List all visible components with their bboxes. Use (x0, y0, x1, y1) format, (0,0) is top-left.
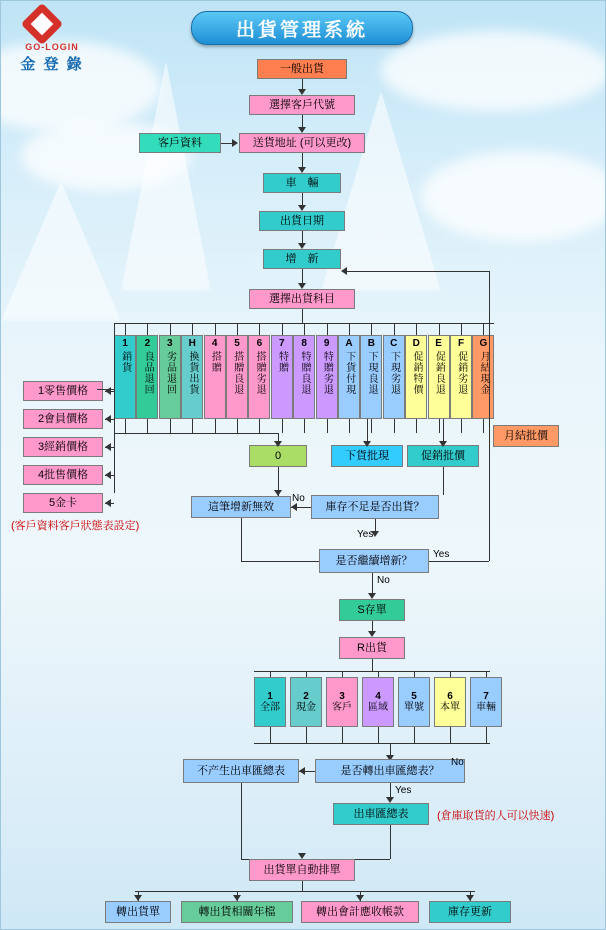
brand-line1: GO-LOGIN (25, 42, 79, 52)
report-number: 3 (339, 690, 345, 702)
price-node-2[interactable]: 2會員價格 (23, 409, 103, 429)
node-start[interactable]: 一般出貨 (257, 59, 347, 79)
output-node-1[interactable]: 轉出貨相關年檔 (181, 901, 293, 923)
subject-node-6[interactable] (248, 335, 270, 419)
subject-node-B[interactable] (360, 335, 382, 419)
node-customer-data[interactable]: 客戶資料 (139, 133, 221, 153)
report-label: 現金 (296, 702, 316, 713)
subject-node-F[interactable] (450, 335, 472, 419)
price-node-5[interactable]: 5金卡 (23, 493, 103, 513)
subject-number: 9 (323, 338, 330, 349)
node-save-order[interactable]: S存單 (339, 599, 405, 621)
subject-label: 劣品退回 (164, 350, 176, 395)
node-select-subject[interactable]: 選擇出貨科目 (249, 289, 355, 309)
report-label: 本單 (440, 702, 460, 713)
report-number: 6 (447, 690, 453, 702)
subject-label: 銷貨 (119, 350, 131, 373)
node-stock-check[interactable]: 庫存不足是否出貨？ (311, 495, 439, 519)
label-no-1: No (292, 493, 305, 504)
report-label: 區域 (368, 702, 388, 713)
subject-label: 促銷良退 (433, 350, 445, 395)
subject-number: H (188, 338, 196, 349)
node-vehicle-report[interactable]: 出車匯總表 (333, 803, 429, 825)
price-node-1[interactable]: 1零售價格 (23, 381, 103, 401)
subject-label: 下現劣退 (388, 350, 400, 395)
subject-number: D (412, 338, 420, 349)
subject-number: 6 (256, 338, 263, 349)
subject-node-E[interactable] (428, 335, 450, 419)
price-note: (客戶資料客戶狀態表設定) (11, 520, 140, 532)
subject-number: 5 (234, 338, 240, 349)
label-yes-2: Yes (433, 549, 450, 560)
node-vehicle[interactable]: 車 輛 (263, 173, 341, 193)
subject-label: 促銷特價 (410, 350, 422, 395)
cloud-decoration (381, 31, 606, 111)
report-node-4[interactable] (362, 677, 394, 727)
subject-number: C (390, 338, 398, 349)
mountain-decoration (1, 181, 121, 321)
subject-number: E (435, 338, 442, 349)
report-node-2[interactable] (290, 677, 322, 727)
node-customer-code[interactable]: 選擇客戶代號 (249, 95, 355, 115)
subject-node-8[interactable] (293, 335, 315, 419)
output-node-2[interactable]: 轉出會計應收帳款 (301, 901, 419, 923)
subject-label: 搭贈 (209, 350, 221, 373)
subject-label: 特贈 (276, 350, 288, 373)
report-label: 全部 (260, 702, 280, 713)
report-number: 1 (267, 690, 273, 702)
node-ship-date[interactable]: 出貨日期 (259, 211, 345, 231)
subject-node-A[interactable] (338, 335, 360, 419)
label-yes-1: Yes (357, 529, 374, 540)
subject-number: 7 (279, 338, 285, 349)
subject-node-H[interactable] (181, 335, 203, 419)
subject-label: 下貨付現 (343, 350, 355, 395)
report-number: 2 (303, 690, 309, 702)
report-label: 單號 (404, 702, 424, 713)
subject-number: 3 (167, 338, 173, 349)
report-node-1[interactable] (254, 677, 286, 727)
subject-node-3[interactable] (159, 335, 181, 419)
brand-line2: 金 登 錄 (20, 56, 84, 73)
subject-number: G (479, 338, 488, 349)
subject-node-C[interactable] (383, 335, 405, 419)
subject-label: 下現良退 (366, 350, 378, 395)
subject-node-1[interactable] (114, 335, 136, 419)
node-ship-address[interactable]: 送貨地址 (可以更改) (239, 133, 365, 153)
report-node-5[interactable] (398, 677, 430, 727)
subject-number: F (457, 338, 465, 349)
node-add-new[interactable]: 增 新 (263, 249, 341, 269)
report-node-7[interactable] (470, 677, 502, 727)
subject-node-5[interactable] (226, 335, 248, 419)
node-continue-add[interactable]: 是否繼續增新？ (319, 549, 429, 573)
page-title: 出貨管理系統 (191, 11, 413, 45)
warehouse-note: (倉庫取貨的人可以快速) (437, 810, 555, 822)
subject-number: B (367, 338, 375, 349)
subject-label: 特贈劣退 (321, 350, 333, 395)
report-node-6[interactable] (434, 677, 466, 727)
subject-label: 換貨出貨 (186, 350, 198, 395)
price-node-3[interactable]: 3經銷價格 (23, 437, 103, 457)
subject-label: 良品退回 (142, 350, 154, 395)
label-no-3: No (451, 757, 464, 768)
node-invalid-add[interactable]: 這筆增新無效 (191, 496, 291, 518)
subject-label: 搭贈劣退 (254, 350, 266, 395)
subject-node-4[interactable] (204, 335, 226, 419)
report-label: 客戶 (332, 702, 352, 713)
subject-node-9[interactable] (316, 335, 338, 419)
report-number: 5 (411, 690, 417, 702)
output-node-0[interactable]: 轉出貨單 (105, 901, 171, 923)
price-node-4[interactable]: 4批售價格 (23, 465, 103, 485)
subject-number: 4 (211, 338, 218, 349)
node-vehicle-report-question[interactable]: 是否轉出車匯總表？ (315, 759, 465, 783)
subject-node-D[interactable] (405, 335, 427, 419)
report-number: 7 (483, 690, 489, 702)
subject-number: A (345, 338, 353, 349)
subject-number: 1 (122, 338, 128, 349)
subject-label: 月結現金 (478, 350, 490, 395)
output-node-3[interactable]: 庫存更新 (429, 901, 511, 923)
subject-label: 促銷劣退 (455, 350, 467, 395)
node-xiahuo-pixian[interactable]: 下貨批現 (331, 445, 403, 467)
node-yuejie-pijia[interactable]: 月結批價 (493, 425, 559, 447)
label-no-2: No (377, 575, 390, 586)
node-ship-order[interactable]: R出貨 (339, 637, 405, 659)
subject-label: 搭贈良退 (231, 350, 243, 395)
report-node-3[interactable] (326, 677, 358, 727)
cloud-decoration (421, 151, 606, 241)
subject-number: 2 (144, 338, 151, 349)
node-cuxiao-pijia[interactable]: 促銷批價 (407, 445, 479, 467)
subject-node-2[interactable] (136, 335, 158, 419)
node-no-vehicle-report[interactable]: 不产生出車匯總表 (183, 759, 299, 783)
report-number: 4 (375, 690, 381, 702)
subject-label: 特贈良退 (298, 350, 310, 395)
label-yes-3: Yes (395, 785, 412, 796)
subject-node-7[interactable] (271, 335, 293, 419)
logo (9, 9, 95, 71)
subject-node-G[interactable] (472, 335, 494, 419)
node-zero[interactable]: 0 (249, 445, 307, 467)
node-auto-sort[interactable]: 出貨單自動排單 (249, 859, 355, 881)
subject-number: 8 (301, 338, 307, 349)
report-label: 車輛 (476, 702, 496, 713)
